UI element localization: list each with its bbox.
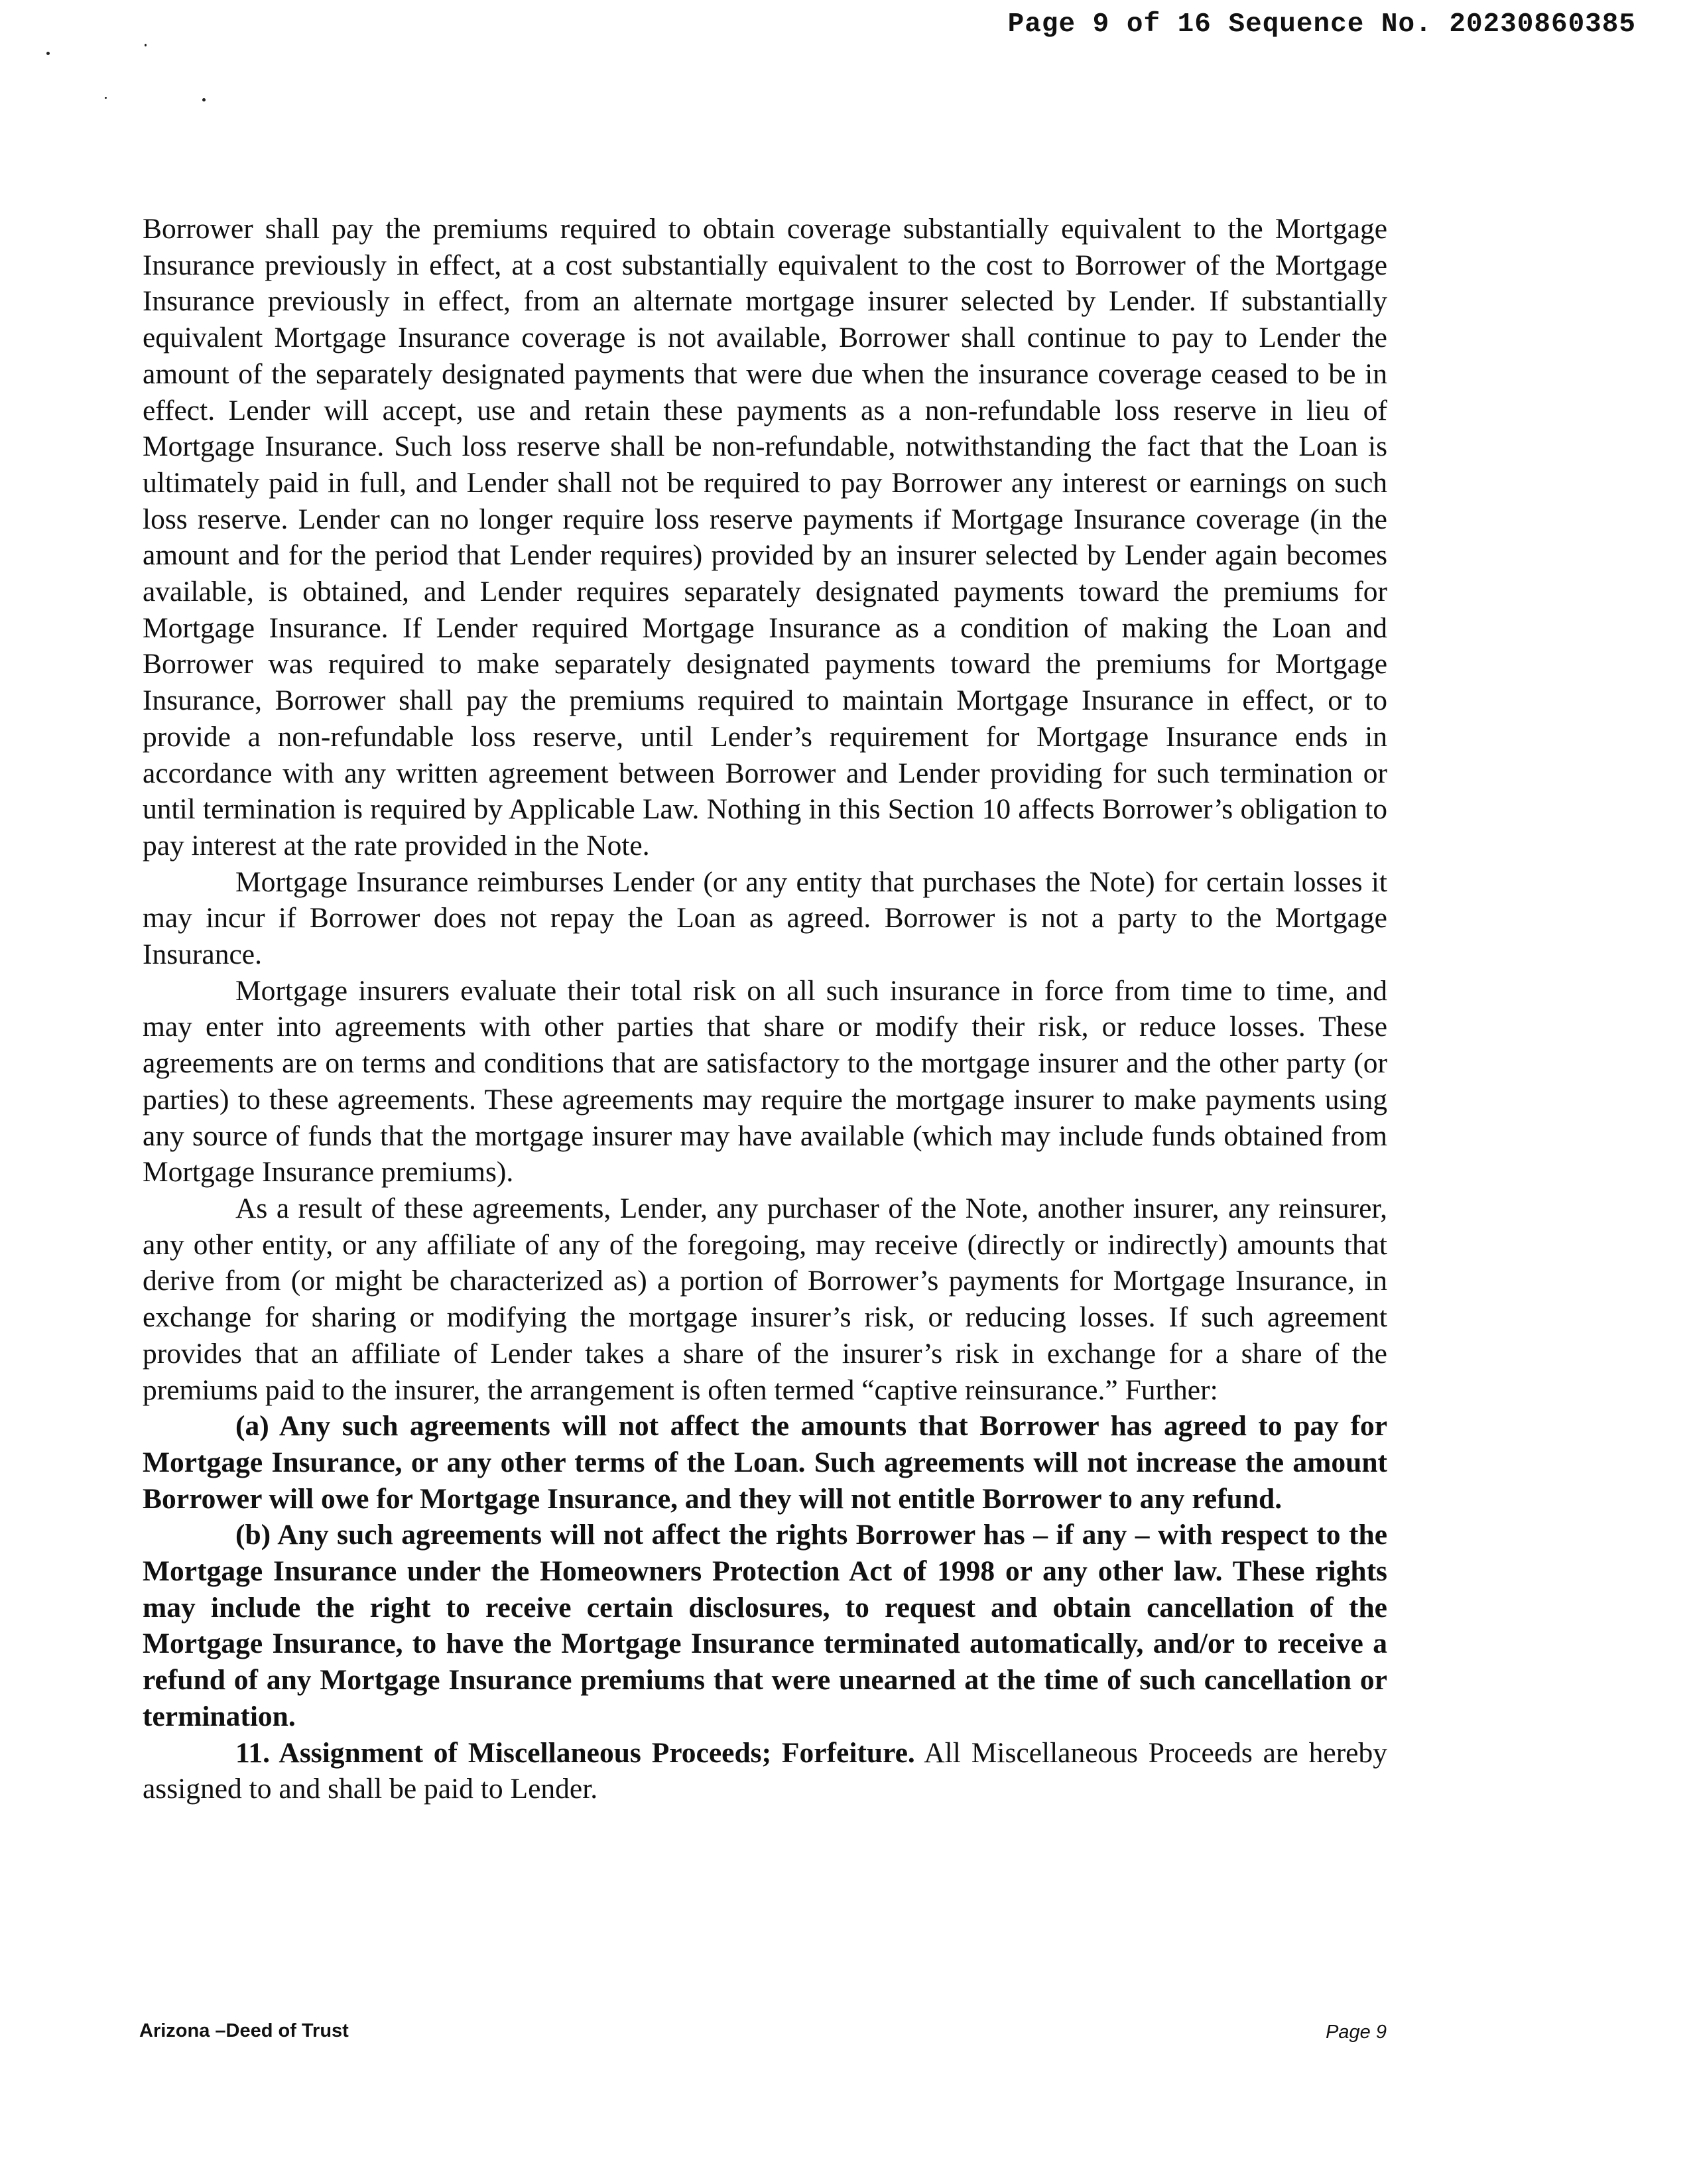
paragraph-insurers-evaluate: Mortgage insurers evaluate their total risk on all such insurance in force from time to time, and may enter into agreements with other parties that share or modify their risk, or reduce losses. These agreements are on terms and conditions that are satisfactory to the mortgage insurer and the other party (or parties) to these agreements. These agreements may require the mortgage insurer to make payments using any source of funds that the mortgage insurer may have available (which may include funds obtained from Mortgage Insurance premiums).: [143, 974, 1387, 1188]
section-11-text: All Miscellaneous Proceeds are hereby assigned to and shall be paid to Lender.: [143, 1736, 1387, 1805]
paragraph-clause-b: (b) Any such agreements will not affect the rights Borrower has – if any – with respect to the Mortgage Insurance under the Homeowners Protection Act of 1998 or any other law. These rights may include the right to receive certain disclosures, to request and obtain cancellation of the Mortgage Insurance, to have the Mortgage Insurance terminated automatically, and/or to receive a refund of any Mortgage Insurance premiums that were unearned at the time of such cancellation or termination.: [143, 1519, 1387, 1732]
scan-speck: [202, 98, 206, 101]
paragraph-mi-reimburses: Mortgage Insurance reimburses Lender (or any entity that purchases the Note) for certain losses it may incur if Borrower does not repay the Loan as agreed. Borrower is not a party to the Mortgage Insurance.: [143, 866, 1387, 971]
section-11: [143, 1735, 1387, 1807]
document-body: [143, 211, 1387, 1807]
paragraph-agreements-result: As a result of these agreements, Lender, any purchaser of the Note, another insurer, any reinsurer, any other entity, or any affiliate of any of the foregoing, may receive (directly or indirectly) amounts that derive from (or might be characterized as) a portion of Borrower’s payments for Mortgage Insurance, in exchange for sharing or modifying the mortgage insurer’s risk, or reducing losses. If such agreement provides that an affiliate of Lender takes a share of the insurer’s risk in exchange for a share of the premiums paid to the insurer, the arrangement is often termed “captive reinsurance.” Further:: [143, 1192, 1387, 1406]
scan-speck: [105, 97, 107, 99]
scan-speck: [46, 52, 50, 55]
section-11-heading: 11. Assignment of Miscellaneous Proceeds; Forfeiture.: [235, 1736, 915, 1769]
paragraph-clause-a: (a) Any such agreements will not affect the amounts that Borrower has agreed to pay for Mortgage Insurance, or any other terms of the Loan. Such agreements will not increase the amount Borrower will owe for Mortgage Insurance, and they will not entitle Borrower to any refund.: [143, 1410, 1387, 1515]
sequence-stamp: Page 9 of 16 Sequence No. 20230860385: [1007, 9, 1636, 40]
scan-speck: [145, 44, 147, 46]
footer-document-title: Arizona –Deed of Trust: [139, 2020, 349, 2041]
paragraph-continuation: Borrower shall pay the premiums required to obtain coverage substantially equivalent to the Mortgage Insurance previously in effect, at a cost substantially equivalent to the cost to Borrower of the Mortgage Insurance previously in effect, from an alternate mortgage insurer selected by Lender. If substantially equivalent Mortgage Insurance coverage is not available, Borrower shall continue to pay to Lender the amount of the separately designated payments that were due when the insurance coverage ceased to be in effect. Lender will accept, use and retain these payments as a non-refundable loss reserve in lieu of Mortgage Insurance. Such loss reserve shall be non-refundable, notwithstanding the fact that the Loan is ultimately paid in full, and Lender shall not be required to pay Borrower any interest or earnings on such loss reserve. Lender can no longer require loss reserve payments if Mortgage Insurance coverage (in the amount and for the period that Lender requires) provided by an insurer selected by Lender again becomes available, is obtained, and Lender requires separately designated payments toward the premiums for Mortgage Insurance. If Lender required Mortgage Insurance as a condition of making the Loan and Borrower was required to make separately designated payments toward the premiums for Mortgage Insurance, Borrower shall pay the premiums required to maintain Mortgage Insurance in effect, or to provide a non-refundable loss reserve, until Lender’s requirement for Mortgage Insurance ends in accordance with any written agreement between Borrower and Lender providing for such termination or until termination is required by Applicable Law. Nothing in this Section 10 affects Borrower’s obligation to pay interest at the rate provided in the Note.: [143, 213, 1387, 862]
footer-page-number: Page 9: [1326, 2022, 1387, 2043]
